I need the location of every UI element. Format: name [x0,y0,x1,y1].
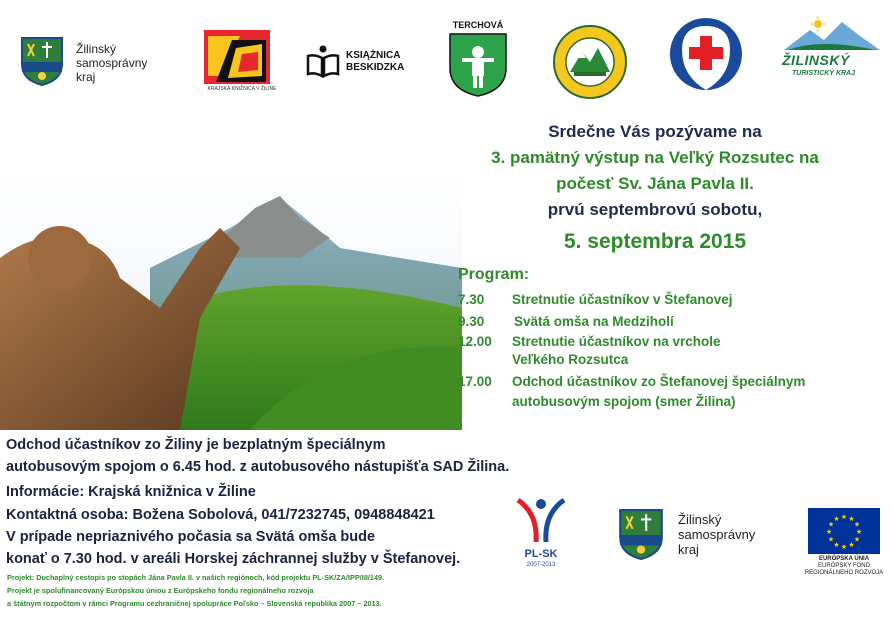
zilina-coat-of-arms-icon [616,508,666,560]
tourist-region-line1: ŽILINSKÝ [782,52,850,68]
zsk-line1: Žilinský [76,42,117,56]
zsk-bottom-line2: samosprávny [678,527,756,542]
open-book-icon [306,44,340,78]
pope-mountain-photo [0,168,462,430]
program-time: 17.00 [458,374,492,389]
eu-star-icon: ★ [840,514,848,521]
program-text-cont: Veľkého Rozsutca [512,352,629,367]
program-text-cont: autobusovým spojom (smer Žilina) [512,394,736,409]
eu-star-icon: ★ [833,516,840,524]
eu-star-icon: ★ [827,521,835,529]
invitation-line3: počesť Sv. Jána Pavla II. [556,174,754,193]
terchova-label: TERCHOVÁ [452,20,504,30]
info-line5: V prípade nepriaznivého počasia sa Svätá omša bude [6,529,376,545]
landscape-photo-icon [0,168,462,430]
terchova-logo [446,20,510,100]
eu-star-icon: ★ [855,529,863,536]
program-time: 12.00 [458,334,492,349]
program-text: Svätá omša na Medziholí [514,314,674,329]
eu-line3: REGIONÁLNEHO ROZVOJA [804,570,884,576]
zilina-region-logo [20,36,180,86]
mountain-rescue-logo [668,16,744,98]
footer-line3: a štátnym rozpočtom v rámci Programu cezhraničnej spolupráce Poľsko – Slovenská republika 2007 – 2013. [7,599,382,608]
program-time: 7.30 [458,292,485,307]
info-line6: konať o 7.30 hod. v areáli Horskej záchrannej služby v Štefanovej. [6,551,461,567]
invitation-line2: 3. pamätný výstup na Veľký Rozsutec na [491,148,819,167]
zilina-tourist-region-logo [780,16,884,96]
eu-star-icon: ★ [848,516,855,524]
info-line4: Kontaktná osoba: Božena Sobolová, 041/7232745, 0948848421 [6,507,435,523]
tourist-club-logo [552,24,628,100]
ksiaznica-logo [306,44,426,84]
eu-star-icon: ★ [853,536,861,544]
library-caption: KRAJSKÁ KNIŽNICA V ŽILINE [207,86,277,92]
eu-logo [804,508,884,582]
mountains-sun-icon [780,16,884,52]
tourist-club-badge-icon [552,24,628,100]
eu-line1: EURÓPSKA ÚNIA [818,556,870,562]
zilina-coat-of-arms-icon [20,36,64,86]
eu-line2: EURÓPSKY FOND [818,563,870,569]
eu-star-icon: ★ [840,544,848,551]
plsk-program-logo [508,494,574,580]
info-line1: Odchod účastníkov zo Žiliny je bezplatným špeciálnym [6,437,386,453]
regional-library-logo [202,28,282,98]
mountain-rescue-badge-icon [668,16,744,98]
library-book-icon [202,28,272,86]
program-text: Stretnutie účastníkov v Štefanovej [512,292,733,307]
eu-star-icon: ★ [833,541,840,549]
eu-flag-icon [808,508,880,554]
eu-star-icon: ★ [848,541,855,549]
plsk-figure-icon [508,494,574,546]
program-text: Stretnutie účastníkov na vrchole [512,334,721,349]
plsk-label: PL-SK [524,548,558,560]
plsk-years: 2007-2013 [526,562,556,568]
zsk-line3: kraj [76,70,96,84]
zsk-line2: samosprávny [76,56,148,70]
invitation-date: 5. septembra 2015 [563,230,747,253]
zsk-bottom-line3: kraj [678,542,699,557]
footer-line1: Projekt: Duchaplný cestopis po stopách Jána Pavla II. v našich regiónoch, kód projektu PL-SK/ZA/IPP/III/149. [7,573,385,582]
footer-line2: Projekt je spolufinancovaný Európskou úniou z Európskeho fondu regionálneho rozvoja [7,586,314,595]
invitation-line1: Srdečne Vás pozývame na [548,122,762,141]
zsk-bottom-line1: Žilinský [678,512,722,527]
program-text: Odchod účastníkov zo Štefanovej špeciálnym [512,374,806,389]
info-line2: autobusovým spojom o 6.45 hod. z autobusového nástupišťa SAD Žilina. [6,459,510,475]
tourist-region-line2: TURISTICKÝ KRAJ [792,70,856,77]
terchova-coat-of-arms-icon [446,32,510,98]
info-line3: Informácie: Krajská knižnica v Žiline [6,484,256,500]
ksiaznica-line1: KSIĄŻNICA [346,50,401,61]
zilina-region-logo-bottom [616,508,786,560]
program-time: 9.30 [458,314,485,329]
eu-star-icon: ★ [825,529,833,536]
eu-star-icon: ★ [827,536,835,544]
program-title: Program: [458,266,530,283]
invitation-line4: prvú septembrovú sobotu, [547,200,763,219]
ksiaznica-line2: BESKIDZKA [346,62,405,73]
eu-star-icon: ★ [853,521,861,529]
